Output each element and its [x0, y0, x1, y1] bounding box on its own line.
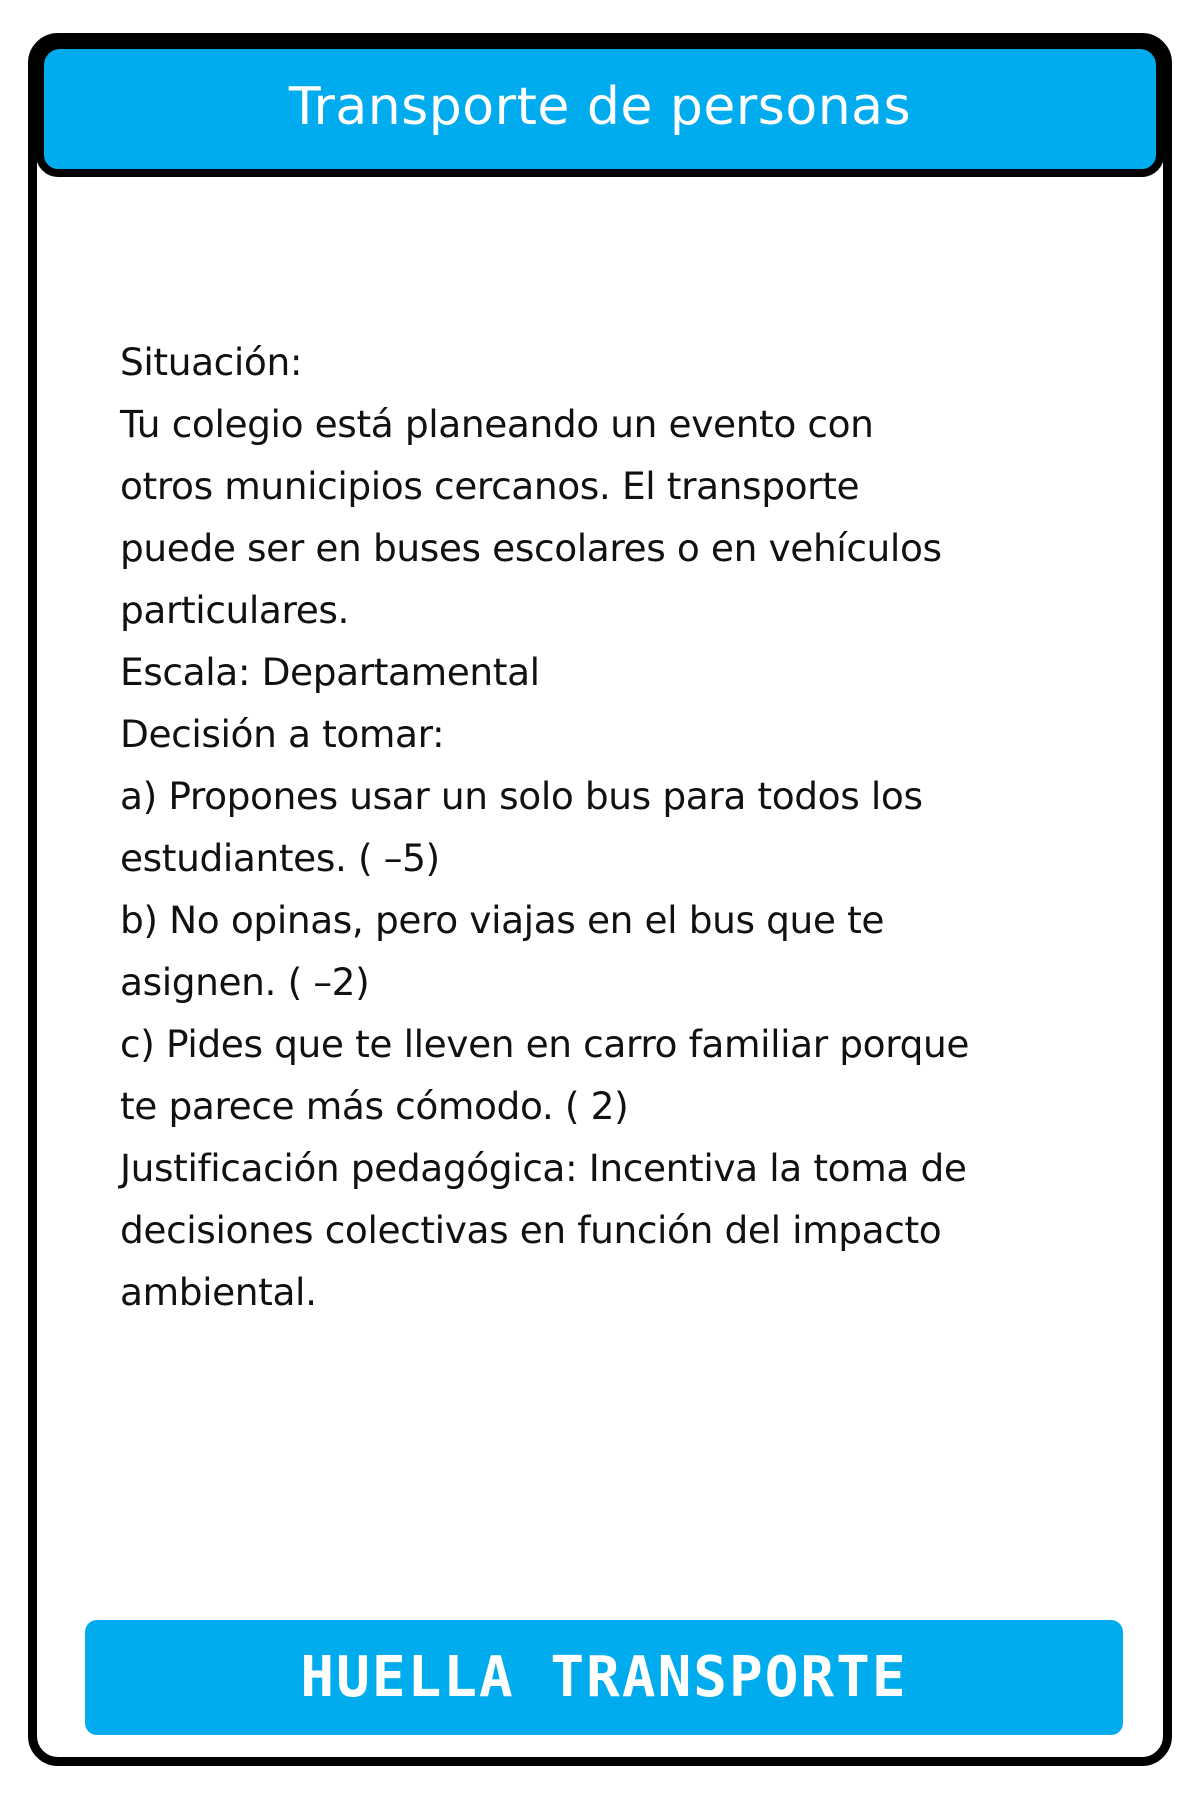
card — [28, 33, 1172, 1766]
card-body — [120, 331, 1120, 1323]
title-bar — [36, 41, 1164, 177]
situation-text-line: Tu colegio está planeando un evento con — [120, 402, 874, 446]
option-a-line: estudiantes. ( –5) — [120, 836, 440, 880]
scale-line: Escala: Departamental — [120, 650, 540, 694]
option-a-line: a) Propones usar un solo bus para todos los — [120, 774, 923, 818]
justification-line: Justificación pedagógica: Incentiva la toma de — [120, 1146, 967, 1190]
situation-heading: Situación: — [120, 340, 303, 384]
decision-heading: Decisión a tomar: — [120, 712, 445, 756]
situation-text-line: puede ser en buses escolares o en vehículos — [120, 526, 942, 570]
situation-text-line: otros municipios cercanos. El transporte — [120, 464, 860, 508]
situation-text-line: particulares. — [120, 588, 350, 632]
option-c-line: c) Pides que te lleven en carro familiar porque — [120, 1022, 970, 1066]
footer-label: HUELLA TRANSPORTE — [300, 1645, 908, 1710]
justification-line: ambiental. — [120, 1270, 317, 1314]
option-c-line: te parece más cómodo. ( 2) — [120, 1084, 629, 1128]
option-b-line: asignen. ( –2) — [120, 960, 370, 1004]
footer-bar — [85, 1620, 1123, 1735]
justification-line: decisiones colectivas en función del impacto — [120, 1208, 942, 1252]
option-b-line: b) No opinas, pero viajas en el bus que te — [120, 898, 885, 942]
card-title: Transporte de personas — [288, 77, 912, 137]
